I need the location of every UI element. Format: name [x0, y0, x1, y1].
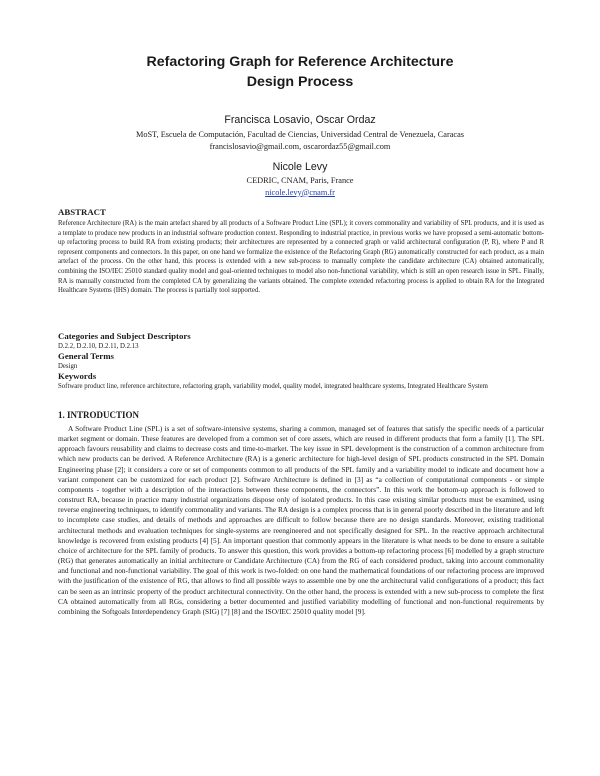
affiliation-1: MoST, Escuela de Computación, Facultad de Ciencias, Universidad Central de Venezuela, Caracas — [135, 130, 464, 139]
abstract-body: Reference Architecture (RA) is the main artefact shared by all products of a Software Product Line (SPL); it covers commonality and variability of SPL products, and it is used as a template to produce new products in an industrial software production context. Responding to industrial practice, in previous works we have proposed a semi-automatic bottom-up refactoring process to build RA from existing products; their architectures are represented by a connected graph or valid architectural configuration (P, R), where P and R represent components and connectors. In this paper, on one hand we formalize the existence of the Refactoring Graph (RG) automatically constructed for each product, as a main artefact of the process. On the other hand, this process is extended with a new sub-process to manually complete the candidate architecture (CA) obtained automatically, combining the ISO/IEC 25010 standard quality model and goal-oriented techniques to model also non-functional variability, which is still an open research issue in SPL. Finally, RA is manually constructed from the completed CA by generalizing the variants obtained. The complete extended refactoring process is applied to obtain RA for the Integrated Healthcare Systems (IHS) domain. The process is partially tool supported. — [58, 220, 544, 295]
introduction-heading: 1. INTRODUCTION — [58, 410, 140, 420]
affiliation-group-2 — [40, 175, 560, 198]
title-line-2: Design Process — [246, 74, 354, 90]
general-terms-text: Design — [58, 363, 78, 370]
keywords-heading: Keywords — [58, 371, 97, 381]
keywords-text: Software product line, reference architecture, refactoring graph, variability model, quality model, integrated healthcare systems, Integrated Healthcare System — [58, 383, 488, 390]
abstract-section — [58, 207, 544, 296]
emails-1: francislosavio@gmail.com, oscarordaz55@gmail.com — [209, 141, 391, 151]
abstract-heading: ABSTRACT — [58, 207, 106, 217]
general-terms-heading: General Terms — [58, 351, 114, 361]
affiliation-group-1 — [40, 129, 560, 152]
email-link-2[interactable]: nicole.levy@cnam.fr — [265, 187, 335, 197]
introduction-section — [58, 410, 544, 617]
introduction-body: A Software Product Line (SPL) is a set of software-intensive systems, sharing a common, managed set of features that satisfy the specific needs of a particular market segment or domain. These features are developed from a common set of core assets, which are reused in different products that form a family [1]. The SPL approach favours reusability and claims to decrease costs and time-to-market. The key issue in SPL development is the construction of a common architecture from which new products can be derived. A Reference Architecture (RA) is a generic architecture for high-level design of SPL products constructed in the SPL Domain Engineering phase [2]; it considers a core or set of components common to all products of the SPL family and a variability model to indicate and document how a variant component can be customized for each product [2]. Software Architecture is defined in [3] as “a collection of computational components - or simple components - together with a description of the interactions between these components, the connectors”. In this work the bottom-up approach is followed to construct RA, because in practice many industrial organizations dispose only of isolated products. In this case existing similar products must be examined, using reverse engineering techniques, to identify commonality and variants. The RA design is a complex process that is in general poorly described in the literature and left to incomplete case studies, and details of methods and approaches are difficult to follow because there are no design standards. Moreover, existing traditional architectural methods and evaluation techniques for single-systems are reengineered and not specifically designed for SPL. In the reactive approach architectural knowledge is recovered from existing products [4] [5]. An important question that commonly appears in the literature is what needs to be done to ensure a suitable choice of architecture for the SPL family of products. To answer this question, this work provides a bottom-up refactoring process [6] modelled by a graph structure (RG) that generates automatically an initial architecture or Candidate Architecture (CA) from the RG of each considered product, taking into account commonality and functional and non-functional variability. The goal of this work is two-folded: on one hand the mathematical foundations of our refactoring process are improved with the justification of the existence of RG, that allows to find all possible ways to assemble one by one the architectural valid configurations of a product; this fact can be seen as an intrinsic property of the product architectural connectivity. On the other hand, the process is extended with a new sub-process to complete the first CA obtained automatically from all RGs, considering a better documented and justified variability modelling of functional and non-functional requirements by combining the Softgoals Interdependency Graph (SIG) [7] [8] and the ISO/IEC 25010 quality model [9]. — [58, 424, 544, 616]
categories-text: D.2.2, D.2.10, D.2.11, D.2.13 — [58, 343, 139, 350]
categories-heading: Categories and Subject Descriptors — [58, 331, 191, 341]
metadata-section — [58, 331, 544, 391]
authors-group-2: Nicole Levy — [272, 161, 328, 173]
title-line-1: Refactoring Graph for Reference Architecture — [146, 54, 454, 70]
authors-group-1: Francisca Losavio, Oscar Ordaz — [224, 114, 376, 126]
affiliation-2: CEDRIC, CNAM, Paris, France — [246, 176, 354, 185]
paper-title — [60, 52, 540, 92]
